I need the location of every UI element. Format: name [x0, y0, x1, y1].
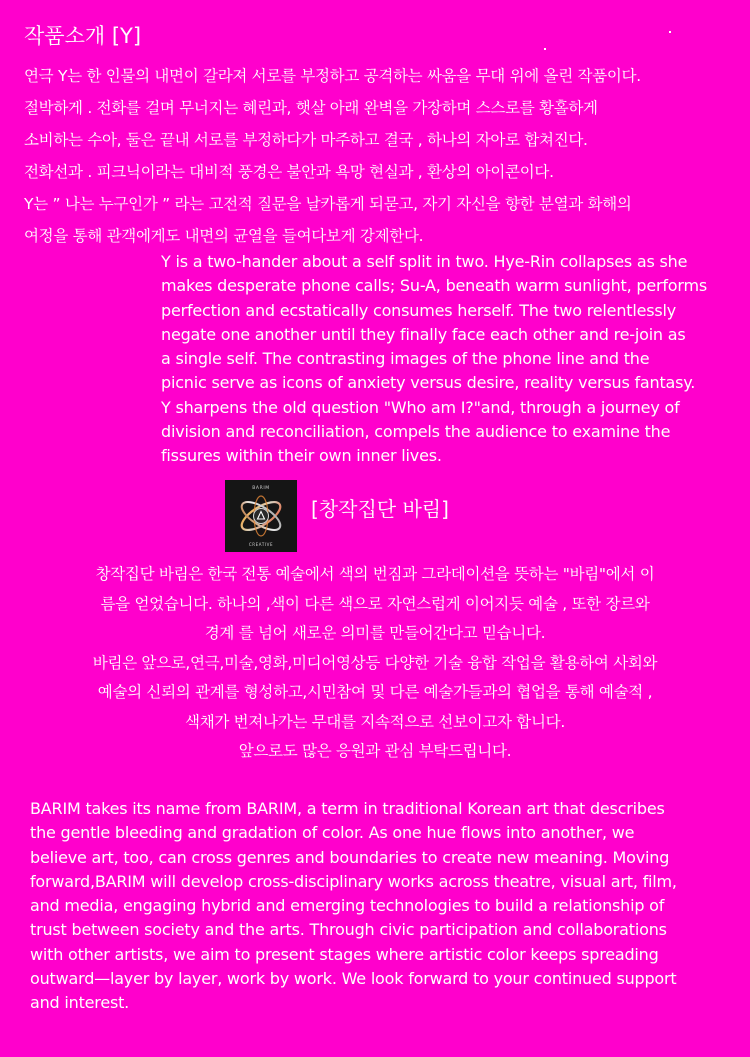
intro-korean-line: 여정을 통해 관객에게도 내면의 균열을 들여다보게 강제한다. — [24, 227, 424, 245]
intro-korean-line: 전화선과 . 피크닉이라는 대비적 풍경은 불안과 욕망 현실과 , 환상의 아이콘이다. — [24, 163, 554, 181]
company-english-line: outward—layer by layer, work by work. We look forward to your continued support — [30, 969, 677, 989]
company-korean-line: 바림은 앞으로,연극,미술,영화,미디어영상등 다양한 기술 융합 작업을 활용하여 사회와 — [92, 653, 658, 672]
intro-english-line: perfection and ecstatically consumes herself. The two relentlessly — [161, 300, 677, 320]
company-english-line: BARIM takes its name from BARIM, a term in traditional Korean art that describes — [30, 799, 665, 818]
intro-english-paragraph — [161, 250, 736, 469]
company-korean-line: 예술의 신뢰의 관계를 형성하고,시민참여 및 다른 예술가들과의 협업을 통해 예술적 , — [97, 683, 653, 701]
company-korean-paragraph — [0, 560, 750, 767]
intro-korean-line: 절박하게 . 전화를 걸며 무너지는 혜린과, 햇살 아래 완벽을 가장하며 스스로를 황홀하게 — [24, 99, 598, 117]
intro-english-line: a single self. The contrasting images of the phone line and the — [161, 349, 650, 369]
company-english-paragraph — [30, 797, 730, 1016]
intro-korean-paragraph — [24, 60, 734, 252]
company-english-line: and media, engaging hybrid and emerging technologies to build a relationship of — [30, 896, 665, 916]
company-korean-line: 색채가 번져나가는 무대를 지속적으로 선보이고자 합니다. — [185, 712, 565, 731]
logo-top-text: BARIM — [252, 486, 270, 491]
company-english-line: forward,BARIM will develop cross-disciplinary works across theatre, visual art, film, — [30, 871, 677, 891]
intro-english-line: picnic serve as icons of anxiety versus desire, reality versus fantasy. — [161, 373, 696, 393]
company-korean-line: 경계 를 넘어 새로운 의미를 만들어간다고 믿습니다. — [204, 624, 546, 642]
speck-mark — [669, 31, 671, 33]
intro-english-line: Y is a two-hander about a self split in two. Hye-Rin collapses as she — [161, 252, 688, 271]
company-korean-line: 앞으로도 많은 응원과 관심 부탁드립니다. — [238, 742, 512, 760]
company-english-line: with other artists, we aim to present stages where artistic color keeps spreading — [30, 944, 659, 964]
company-title: [창작집단 바림] — [311, 497, 449, 521]
company-english-line: believe art, too, can cross genres and boundaries to create new meaning. Moving — [30, 847, 670, 867]
intro-english-line: negate one another until they finally face each other and re-join as — [161, 324, 686, 344]
company-korean-line: 름을 얻었습니다. 하나의 ,색이 다른 색으로 자연스럽게 이어지듯 예술 , 또한 장르와 — [100, 594, 650, 613]
company-english-line: trust between society and the arts. Through civic participation and collaborations — [30, 920, 667, 940]
speck-mark — [544, 48, 546, 50]
company-english-line: and interest. — [30, 993, 130, 1013]
intro-english-line: fissures within their own inner lives. — [161, 446, 442, 466]
logo-bottom-text: CREATIVE — [248, 542, 274, 547]
intro-english-line: makes desperate phone calls; Su-A, beneath warm sunlight, performs — [161, 276, 707, 296]
intro-korean-line: Y는 ” 나는 누구인가 ” 라는 고전적 질문을 날카롭게 되묻고, 자기 자신을 향한 분열과 화해의 — [24, 195, 632, 213]
company-korean-line: 창작집단 바림은 한국 전통 예술에서 색의 번짐과 그라데이션을 뜻하는 "바림"에서 이 — [95, 565, 655, 583]
intro-korean-line: 연극 Y는 한 인물의 내면이 갈라져 서로를 부정하고 공격하는 싸움을 무대 위에 올린 작품이다. — [24, 67, 641, 85]
intro-english-line: division and reconciliation, compels the audience to examine the — [161, 422, 671, 442]
intro-korean-line: 소비하는 수아, 둘은 끝내 서로를 부정하다가 마주하고 결국 , 하나의 자아로 합쳐진다. — [24, 131, 588, 149]
intro-title: 작품소개 [Y] — [24, 24, 142, 48]
barim-logo — [225, 480, 297, 552]
orbit-emblem-icon — [225, 480, 297, 552]
company-english-line: the gentle bleeding and gradation of color. As one hue flows into another, we — [30, 823, 635, 843]
intro-english-line: Y sharpens the old question "Who am I?"and, through a journey of — [161, 397, 680, 417]
